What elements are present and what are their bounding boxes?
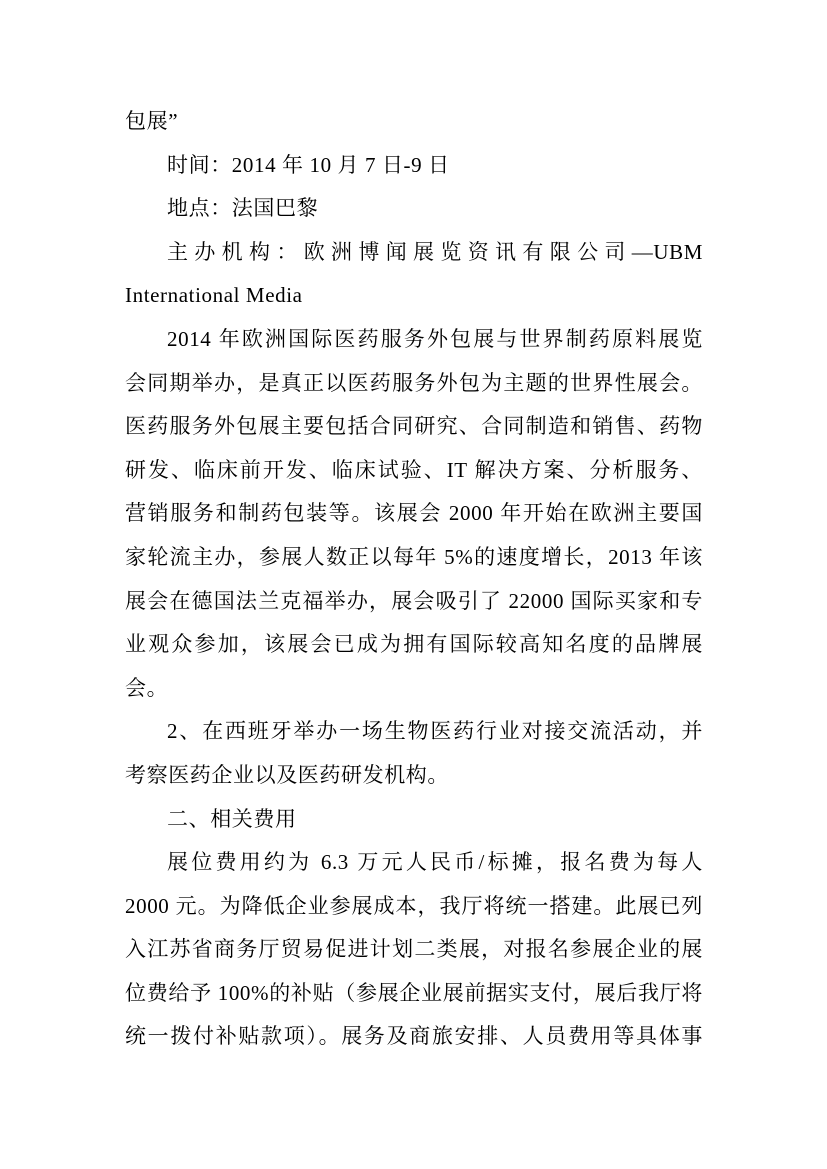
text-line: 2、在西班牙举办一场生物医药行业对接交流活动，并	[167, 719, 703, 744]
text-line: 主办机构：欧洲博闻展览资讯有限公司—UBM	[167, 239, 703, 264]
text-line: 会。	[125, 675, 169, 700]
text-line: 地点：法国巴黎	[167, 196, 319, 221]
text-line: 医药服务外包展主要包括合同研究、合同制造和销售、药物	[125, 414, 703, 439]
text-line: 2000 元。为降低企业参展成本，我厅将统一搭建。此展已列	[125, 893, 703, 918]
text-line: 营销服务和制药包装等。该展会 2000 年开始在欧洲主要国	[125, 501, 703, 526]
text-line: 位费给予 100%的补贴（参展企业展前据实支付，展后我厅将	[125, 980, 703, 1005]
text-line: 时间：2014 年 10 月 7 日-9 日	[167, 152, 450, 177]
text-line: 二、相关费用	[167, 806, 297, 831]
text-line: 家轮流主办，参展人数正以每年 5%的速度增长，2013 年该	[125, 544, 703, 569]
text-line: 会同期举办，是真正以医药服务外包为主题的世界性展会。	[125, 370, 703, 395]
text-line: 考察医药企业以及医药研发机构。	[125, 762, 449, 787]
text-line: International Media	[125, 283, 303, 308]
document-body	[125, 100, 703, 1059]
text-line: 2014 年欧洲国际医药服务外包展与世界制药原料展览	[167, 326, 703, 351]
text-line: 包展”	[125, 109, 179, 133]
text-line: 入江苏省商务厅贸易促进计划二类展，对报名参展企业的展	[125, 937, 703, 962]
text-line: 展位费用约为 6.3 万元人民币/标摊，报名费为每人	[167, 850, 703, 875]
text-line: 业观众参加，该展会已成为拥有国际较高知名度的品牌展	[125, 632, 703, 657]
text-line: 展会在德国法兰克福举办，展会吸引了 22000 国际买家和专	[125, 588, 703, 613]
text-line: 研发、临床前开发、临床试验、IT 解决方案、分析服务、	[125, 457, 703, 482]
text-line: 统一拨付补贴款项）。展务及商旅安排、人员费用等具体事	[125, 1024, 703, 1049]
